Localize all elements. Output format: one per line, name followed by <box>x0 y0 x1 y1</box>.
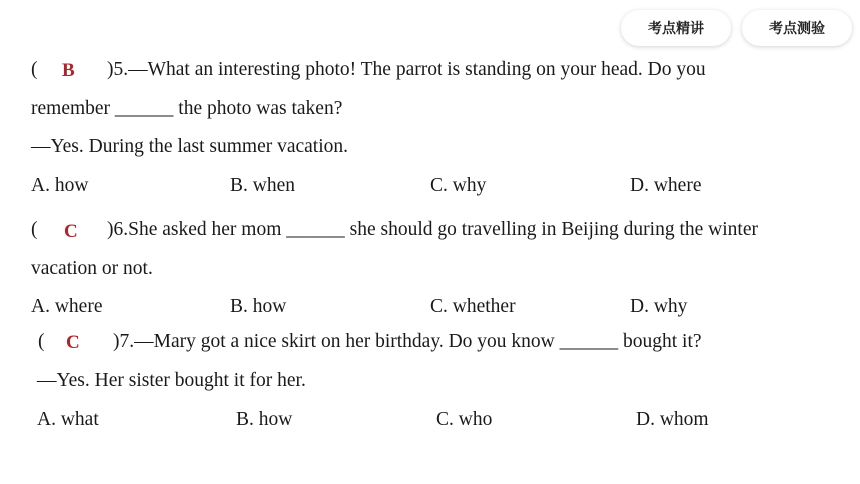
q6-option-c: C. whether <box>430 296 516 317</box>
q7-option-b: B. how <box>236 409 293 430</box>
q6-open-paren: ( <box>31 219 38 240</box>
explain-tab-button[interactable]: 考点精讲 <box>621 10 731 46</box>
q6-answer: C <box>64 221 78 242</box>
q6-option-d: D. why <box>630 296 688 317</box>
q5-option-a: A. how <box>31 175 89 196</box>
q5-option-b: B. when <box>230 175 295 196</box>
q7-option-a: A. what <box>37 409 99 430</box>
q6-option-b: B. how <box>230 296 287 317</box>
q5-option-c: C. why <box>430 175 487 196</box>
q5-stem-line1: )5.—What an interesting photo! The parrot is standing on your head. Do you <box>107 59 706 80</box>
q5-answer: B <box>62 60 75 81</box>
q6-stem-line2: vacation or not. <box>31 258 153 279</box>
q6-option-a: A. where <box>31 296 103 317</box>
q7-option-c: C. who <box>436 409 493 430</box>
q5-stem-line2: remember ______ the photo was taken? <box>31 98 343 119</box>
q7-stem-line1: )7.—Mary got a nice skirt on her birthday. Do you know ______ bought it? <box>113 331 702 352</box>
q7-answer: C <box>66 332 80 353</box>
q7-option-d: D. whom <box>636 409 709 430</box>
q5-option-d: D. where <box>630 175 702 196</box>
q7-open-paren: ( <box>38 331 45 352</box>
q6-stem-line1: )6.She asked her mom ______ she should go travelling in Beijing during the winter <box>107 219 758 240</box>
q5-stem-line3: —Yes. During the last summer vacation. <box>31 136 349 157</box>
test-tab-button[interactable]: 考点测验 <box>742 10 852 46</box>
q5-open-paren: ( <box>31 59 38 80</box>
q7-stem-line2: —Yes. Her sister bought it for her. <box>37 370 306 391</box>
